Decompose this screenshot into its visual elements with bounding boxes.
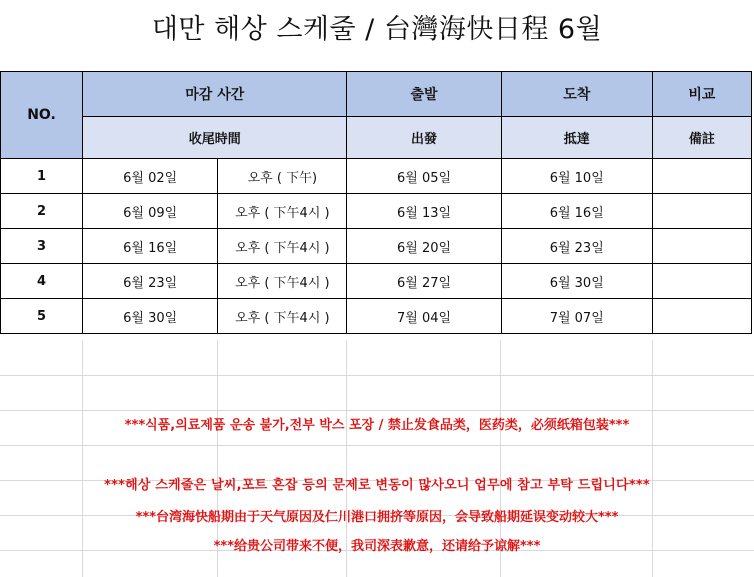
cell-departure[interactable]: 6월 13일 bbox=[347, 194, 501, 229]
cell-arrival[interactable]: 6월 16일 bbox=[501, 194, 652, 229]
cell-remarks[interactable] bbox=[652, 264, 751, 299]
cell-arrival[interactable]: 6월 30일 bbox=[501, 264, 652, 299]
cell-deadline-date[interactable]: 6월 09일 bbox=[83, 194, 218, 229]
cell-deadline-date[interactable]: 6월 30일 bbox=[83, 299, 218, 334]
cell-deadline-time[interactable]: 오후 ( 下午4시 ) bbox=[218, 299, 347, 334]
header-deadline-ko[interactable]: 마감 사간 bbox=[83, 72, 347, 117]
grid-line bbox=[0, 375, 754, 376]
header-remarks-ko[interactable]: 비교 bbox=[652, 72, 751, 117]
header-row bbox=[1, 72, 752, 117]
cell-remarks[interactable] bbox=[652, 299, 751, 334]
header-departure-zh[interactable]: 出發 bbox=[347, 117, 501, 159]
header-no[interactable]: NO. bbox=[1, 72, 83, 159]
cell-deadline-date[interactable]: 6월 23일 bbox=[83, 264, 218, 299]
cell-departure[interactable]: 6월 20일 bbox=[347, 229, 501, 264]
table-row bbox=[1, 194, 752, 229]
header-arrival-ko[interactable]: 도착 bbox=[501, 72, 652, 117]
grid-line bbox=[0, 445, 754, 446]
cell-arrival[interactable]: 6월 10일 bbox=[501, 159, 652, 194]
cell-departure[interactable]: 6월 27일 bbox=[347, 264, 501, 299]
cell-deadline-time[interactable]: 오후 ( 下午4시 ) bbox=[218, 194, 347, 229]
subheader-row bbox=[1, 117, 752, 159]
cell-deadline-date[interactable]: 6월 02일 bbox=[83, 159, 218, 194]
cell-arrival[interactable]: 6월 23일 bbox=[501, 229, 652, 264]
header-arrival-zh[interactable]: 抵達 bbox=[501, 117, 652, 159]
cell-deadline-time[interactable]: 오후 ( 下午4시 ) bbox=[218, 264, 347, 299]
cell-departure[interactable]: 7월 04일 bbox=[347, 299, 501, 334]
cell-arrival[interactable]: 7월 07일 bbox=[501, 299, 652, 334]
cell-no[interactable]: 5 bbox=[1, 299, 83, 334]
cell-remarks[interactable] bbox=[652, 229, 751, 264]
cell-deadline-time[interactable]: 오후 ( 下午) bbox=[218, 159, 347, 194]
schedule-table bbox=[0, 71, 752, 334]
cell-no[interactable]: 2 bbox=[1, 194, 83, 229]
table-row bbox=[1, 264, 752, 299]
note-schedule-change-zh: ***台湾海快船期由于天气原因及仁川港口拥挤等原因，会导致船期延误变动较大*** bbox=[135, 510, 619, 525]
cell-no[interactable]: 1 bbox=[1, 159, 83, 194]
note-schedule-change-ko: ***해상 스케줄은 날씨,포트 혼잡 등의 문제로 변동이 많사오니 업무에 참고 부탁 드립니다*** bbox=[104, 478, 650, 493]
note-restrictions: ***식품,의료제품 운송 불가,전부 박스 포장 / 禁止发食品类，医药类，必须纸箱包装*** bbox=[124, 418, 630, 433]
table-row bbox=[1, 229, 752, 264]
cell-no[interactable]: 4 bbox=[1, 264, 83, 299]
page-title: 대만 해상 스케줄 / 台灣海快日程 6월 bbox=[151, 14, 603, 45]
header-deadline-zh[interactable]: 收尾時間 bbox=[83, 117, 347, 159]
table-row bbox=[1, 299, 752, 334]
cell-departure[interactable]: 6월 05일 bbox=[347, 159, 501, 194]
grid-line bbox=[0, 410, 754, 411]
cell-deadline-time[interactable]: 오후 ( 下午4시 ) bbox=[218, 229, 347, 264]
cell-deadline-date[interactable]: 6월 16일 bbox=[83, 229, 218, 264]
header-remarks-zh[interactable]: 備註 bbox=[652, 117, 751, 159]
cell-remarks[interactable] bbox=[652, 159, 751, 194]
header-departure-ko[interactable]: 출발 bbox=[347, 72, 501, 117]
table-row bbox=[1, 159, 752, 194]
cell-no[interactable]: 3 bbox=[1, 229, 83, 264]
note-apology: ***给贵公司带来不便，我司深表歉意，还请给予谅解*** bbox=[213, 539, 541, 554]
cell-remarks[interactable] bbox=[652, 194, 751, 229]
